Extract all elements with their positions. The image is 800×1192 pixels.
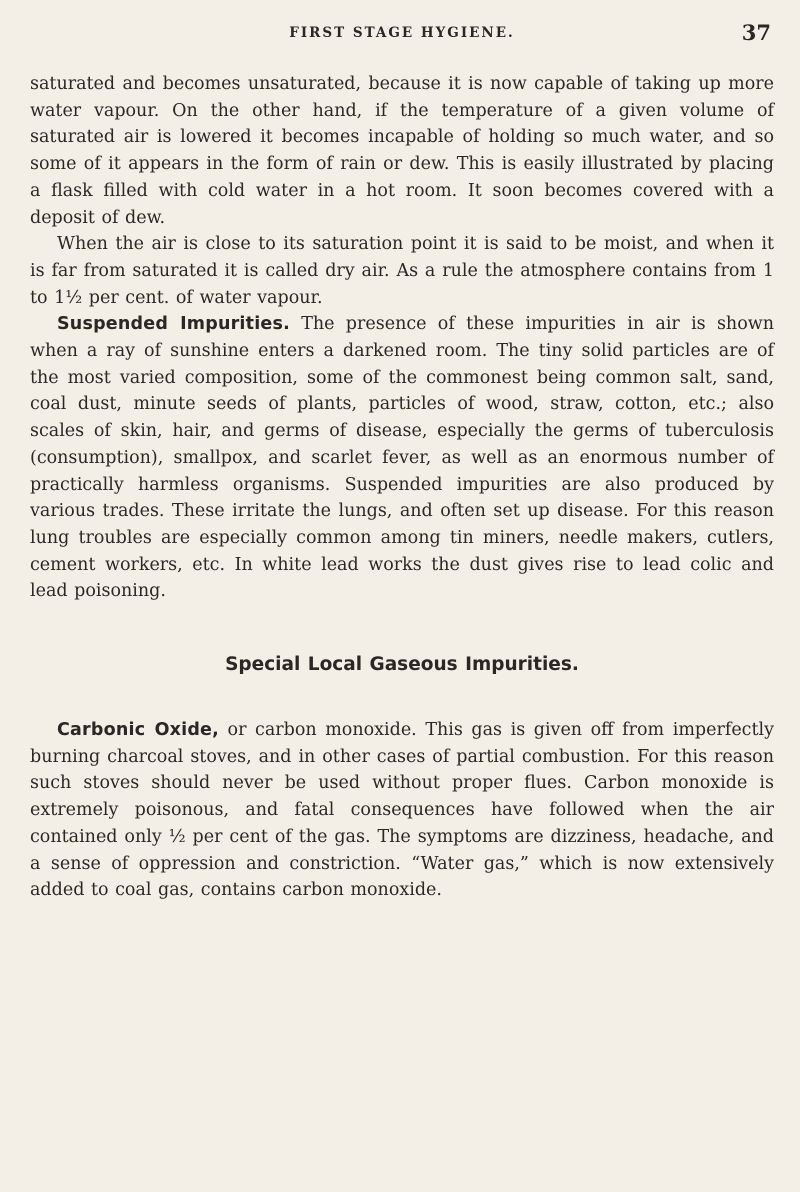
page-number: 37 [741, 20, 771, 45]
paragraph-suspended-impurities [30, 311, 774, 605]
section-heading: Special Local Gaseous Impurities. [225, 654, 579, 676]
paragraph-saturation: saturated and becomes unsaturated, because it is now capable of taking up more water vapour. On the other hand, if the temperature of a given volume of saturated air is lowered it becomes incapable of holding so much water, and so some of it appears in the form of rain or dew. This is easily illustrated by placing a flask filled with cold water in a hot room. It soon becomes covered with a deposit of dew. [30, 74, 774, 228]
paragraph-suspended-impurities-body: The presence of these impurities in air is shown when a ray of sunshine enters a darkened room. The tiny solid particles are of the most varied composition, some of the commonest being common salt, sand, coal dust, minute seeds of plants, particles of wood, straw, cotton, etc.; also scales of skin, hair, and germs of disease, especially the germs of tuberculosis (consumption), smallpox, and scarlet fever, as well as an enormous number of practically harmless organisms. Suspended impurities are also produced by various trades. These irritate the lungs, and often set up disease. For this reason lung troubles are especially common among tin miners, needle makers, cutlers, cement workers, etc. In white lead works the dust gives rise to lead colic and lead poisoning. [30, 314, 774, 602]
body-text [30, 71, 774, 904]
paragraph-carbonic-oxide-body: or carbon monoxide. This gas is given off from imperfectly burning charcoal stoves, and in other cases of partial combustion. For this reason such stoves should never be used without proper flues. Carbon monoxide is extremely poisonous, and fatal consequences have followed when the air contained only ½ per cent of the gas. The symptoms are dizziness, headache, and a sense of oppression and constriction. “Water gas,” which is now extensively added to coal gas, contains carbon monoxide. [30, 720, 774, 901]
run-in-heading-suspended-impurities: Suspended Impurities. [57, 314, 290, 335]
run-in-heading-carbonic-oxide: Carbonic Oxide, [57, 720, 219, 741]
running-title: FIRST STAGE HYGIENE. [289, 25, 515, 41]
paragraph-carbonic-oxide [30, 717, 774, 904]
paragraph-moist-air: When the air is close to its saturation point it is said to be moist, and when it is far from saturated it is called dry air. As a rule the atmosphere contains from 1 to 1½ per cent. of water vapour. [30, 234, 774, 308]
running-head [30, 20, 774, 48]
